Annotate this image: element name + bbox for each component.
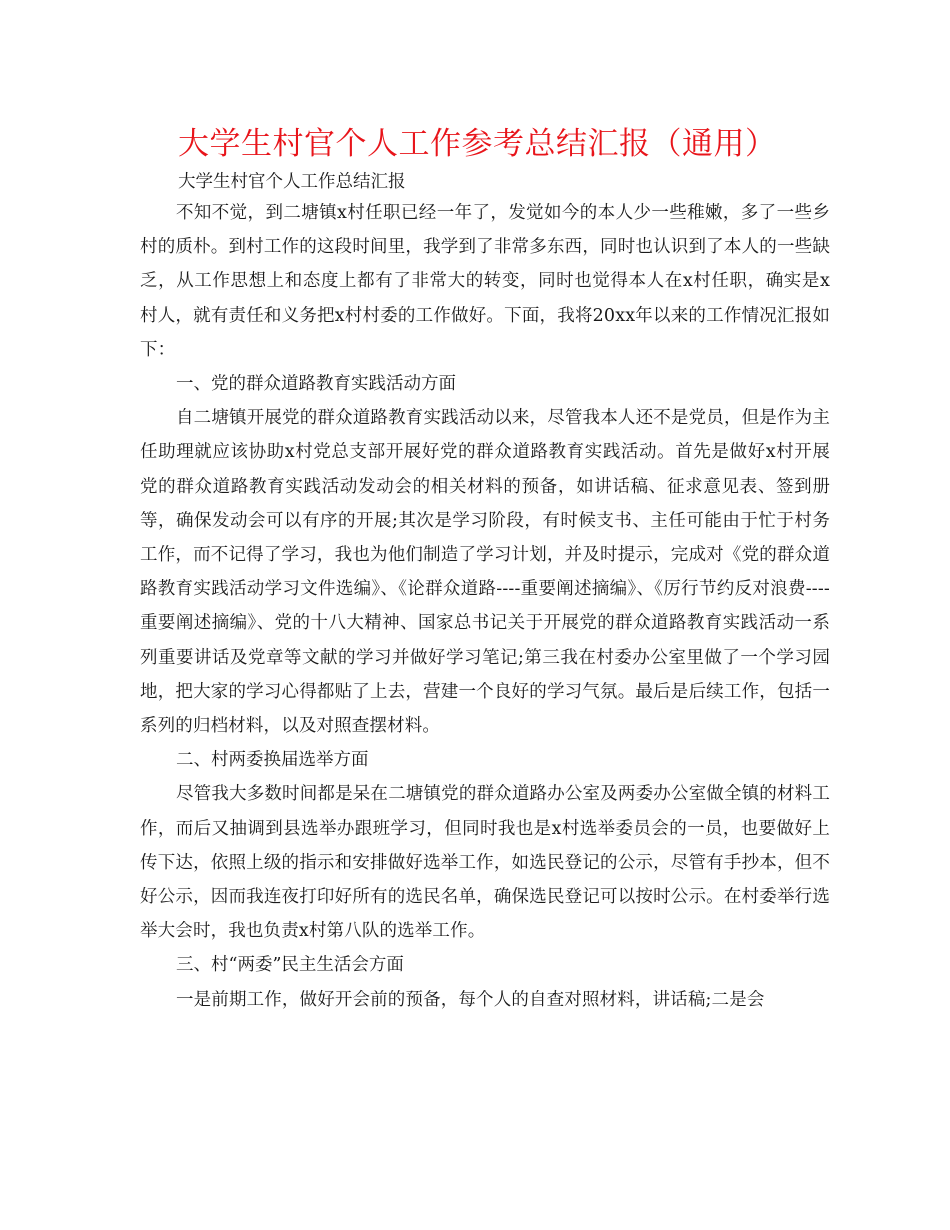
section-heading-1: 一、党的群众道路教育实践活动方面 — [176, 374, 456, 395]
section-paragraph-1: 自二塘镇开展党的群众道路教育实践活动以来，尽管我本人还不是党员，但是作为主任助理就应该协助x村党总支部开展好党的群众道路教育实践活动。首先是做好x村开展党的群众道路教育实践活动发动会的相关材料的预备，如讲话稿、征求意见表、签到册等，确保发动会可以有序的开展;其次是学习阶段，有时候支书、主任可能由于忙于村务工作，而不记得了学习，我也为他们制造了学习计划，并及时提示，完成对《党的群众道路教育实践活动学习文件选编》、《论群众道路----重要阐述摘编》、《厉行节约反对浪费----重要阐述摘编》、党的十八大精神、国家总书记关于开展党的群众道路教育实践活动一系列重要讲话及党章等文献的学习并做好学习笔记;第三我在村委办公室里做了一个学习园地，把大家的学习心得都贴了上去，营建一个良好的学习气氛。最后是后续工作，包括一系列的归档材料，以及对照查摆材料。 — [140, 408, 830, 737]
document-subtitle: 大学生村官个人工作总结汇报 — [178, 172, 406, 192]
section-paragraph-3: 一是前期工作，做好开会前的预备，每个人的自查对照材料，讲话稿;二是会 — [176, 989, 765, 1010]
intro-paragraph: 不知不觉，到二塘镇x村任职已经一年了，发觉如今的本人少一些稚嫩，多了一些乡村的质朴。到村工作的这段时间里，我学到了非常多东西，同时也认识到了本人的一些缺乏，从工作思想上和态度上都有了非常大的转变，同时也觉得本人在x村任职，确实是x村人，就有责任和义务把x村村委的工作做好。下面，我将20xx年以来的工作情况汇报如下： — [140, 203, 830, 360]
document-title: 大学生村官个人工作参考总结汇报（通用） — [178, 126, 777, 162]
section-paragraph-2: 尽管我大多数时间都是呆在二塘镇党的群众道路办公室及两委办公室做全镇的材料工作，而后又抽调到县选举办跟班学习，但同时我也是x村选举委员会的一员，也要做好上传下达，依照上级的指示和安排做好选举工作，如选民登记的公示，尽管有手抄本，但不好公示，因而我连夜打印好所有的选民名单，确保选民登记可以按时公示。在村委举行选举大会时，我也负责x村第八队的选举工作。 — [140, 784, 830, 942]
section-heading-2: 二、村两委换届选举方面 — [176, 750, 369, 771]
document-body — [140, 196, 830, 1017]
section-heading-3: 三、村“两委”民主生活会方面 — [176, 955, 404, 976]
